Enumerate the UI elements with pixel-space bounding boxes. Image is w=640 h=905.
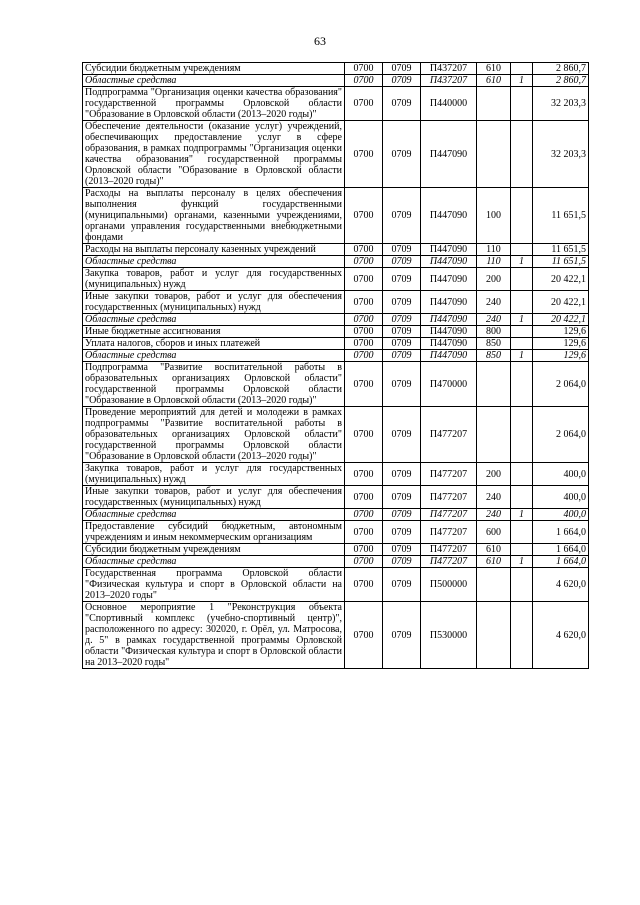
- funding-source-cell: [511, 362, 533, 407]
- expense-type-cell: 100: [477, 188, 511, 244]
- funding-source-cell: [511, 544, 533, 556]
- section-code-cell: 0700: [345, 521, 383, 544]
- target-article-cell: П477207: [421, 463, 477, 486]
- expense-name-cell: Предоставление субсидий бюджетным, автономным учреждениям и иным некоммерческим организациям: [83, 521, 345, 544]
- expense-type-cell: 850: [477, 338, 511, 350]
- section-code-cell: 0700: [345, 87, 383, 121]
- funding-source-cell: [511, 602, 533, 669]
- amount-cell: 2 860,7: [533, 63, 589, 75]
- target-article-cell: П440000: [421, 87, 477, 121]
- table-row: [83, 602, 589, 669]
- subsection-code-cell: 0709: [383, 256, 421, 268]
- target-article-cell: П447090: [421, 314, 477, 326]
- expense-name-cell: Обеспечение деятельности (оказание услуг) учреждений, обеспечивающих предоставление услуг в сфере образования, в рамках подпрограммы "Организация оценки качества образования" государственной программы Орловской области "Образование в Орловской области (2013–2020 годы)": [83, 121, 345, 188]
- subsection-code-cell: 0709: [383, 407, 421, 463]
- expense-type-cell: 110: [477, 256, 511, 268]
- amount-cell: 2 860,7: [533, 75, 589, 87]
- amount-cell: 400,0: [533, 509, 589, 521]
- funding-source-cell: 1: [511, 314, 533, 326]
- subsection-code-cell: 0709: [383, 556, 421, 568]
- funding-source-cell: [511, 463, 533, 486]
- table-row: [83, 407, 589, 463]
- table-row: [83, 244, 589, 256]
- section-code-cell: 0700: [345, 350, 383, 362]
- funding-source-cell: [511, 568, 533, 602]
- section-code-cell: 0700: [345, 486, 383, 509]
- section-code-cell: 0700: [345, 602, 383, 669]
- funding-source-cell: [511, 244, 533, 256]
- section-code-cell: 0700: [345, 291, 383, 314]
- expense-type-cell: [477, 121, 511, 188]
- funding-source-cell: [511, 121, 533, 188]
- target-article-cell: П447090: [421, 268, 477, 291]
- expense-type-cell: 600: [477, 521, 511, 544]
- expense-type-cell: 240: [477, 291, 511, 314]
- expense-name-cell: Основное мероприятие 1 "Реконструкция объекта "Спортивный комплекс (учебно-спортивный центр)", расположенного по адресу: 302020, г. Орёл, ул. Матросова, д. 5" в рамках государственной программы Орловской области "Физическая культура и спорт в Орловской области на 2013–2020 годы": [83, 602, 345, 669]
- table-row: [83, 521, 589, 544]
- target-article-cell: П447090: [421, 121, 477, 188]
- expense-name-cell: Областные средства: [83, 256, 345, 268]
- table-row: [83, 362, 589, 407]
- section-code-cell: 0700: [345, 75, 383, 87]
- expense-name-cell: Уплата налогов, сборов и иных платежей: [83, 338, 345, 350]
- subsection-code-cell: 0709: [383, 75, 421, 87]
- table-row: [83, 556, 589, 568]
- target-article-cell: П437207: [421, 75, 477, 87]
- funding-source-cell: 1: [511, 509, 533, 521]
- funding-source-cell: 1: [511, 350, 533, 362]
- expense-type-cell: 200: [477, 463, 511, 486]
- section-code-cell: 0700: [345, 544, 383, 556]
- table-row: [83, 350, 589, 362]
- table-row: [83, 544, 589, 556]
- table-row: [83, 568, 589, 602]
- table-row: [83, 509, 589, 521]
- table-row: [83, 63, 589, 75]
- expense-type-cell: [477, 568, 511, 602]
- section-code-cell: 0700: [345, 188, 383, 244]
- amount-cell: 11 651,5: [533, 256, 589, 268]
- section-code-cell: 0700: [345, 256, 383, 268]
- amount-cell: 2 064,0: [533, 407, 589, 463]
- subsection-code-cell: 0709: [383, 568, 421, 602]
- expense-name-cell: Областные средства: [83, 350, 345, 362]
- subsection-code-cell: 0709: [383, 338, 421, 350]
- expense-type-cell: 240: [477, 486, 511, 509]
- funding-source-cell: 1: [511, 556, 533, 568]
- funding-source-cell: [511, 486, 533, 509]
- section-code-cell: 0700: [345, 509, 383, 521]
- expense-type-cell: 610: [477, 63, 511, 75]
- target-article-cell: П530000: [421, 602, 477, 669]
- expense-type-cell: 610: [477, 75, 511, 87]
- expense-name-cell: Областные средства: [83, 75, 345, 87]
- expense-type-cell: [477, 602, 511, 669]
- amount-cell: 2 064,0: [533, 362, 589, 407]
- table-row: [83, 326, 589, 338]
- expense-type-cell: 240: [477, 314, 511, 326]
- target-article-cell: П447090: [421, 188, 477, 244]
- target-article-cell: П477207: [421, 521, 477, 544]
- expense-type-cell: [477, 87, 511, 121]
- expense-name-cell: Иные закупки товаров, работ и услуг для обеспечения государственных (муниципальных) нужд: [83, 486, 345, 509]
- section-code-cell: 0700: [345, 121, 383, 188]
- subsection-code-cell: 0709: [383, 544, 421, 556]
- expense-type-cell: 800: [477, 326, 511, 338]
- section-code-cell: 0700: [345, 268, 383, 291]
- expense-name-cell: Закупка товаров, работ и услуг для государственных (муниципальных) нужд: [83, 463, 345, 486]
- target-article-cell: П477207: [421, 556, 477, 568]
- subsection-code-cell: 0709: [383, 350, 421, 362]
- table-row: [83, 188, 589, 244]
- section-code-cell: 0700: [345, 326, 383, 338]
- section-code-cell: 0700: [345, 314, 383, 326]
- expense-name-cell: Областные средства: [83, 314, 345, 326]
- budget-table-body: [83, 63, 589, 669]
- funding-source-cell: [511, 63, 533, 75]
- section-code-cell: 0700: [345, 362, 383, 407]
- amount-cell: 1 664,0: [533, 521, 589, 544]
- section-code-cell: 0700: [345, 63, 383, 75]
- target-article-cell: П477207: [421, 509, 477, 521]
- subsection-code-cell: 0709: [383, 362, 421, 407]
- table-row: [83, 268, 589, 291]
- amount-cell: 1 664,0: [533, 544, 589, 556]
- expense-type-cell: 850: [477, 350, 511, 362]
- subsection-code-cell: 0709: [383, 314, 421, 326]
- amount-cell: 20 422,1: [533, 314, 589, 326]
- subsection-code-cell: 0709: [383, 63, 421, 75]
- subsection-code-cell: 0709: [383, 463, 421, 486]
- amount-cell: 129,6: [533, 338, 589, 350]
- target-article-cell: П477207: [421, 486, 477, 509]
- funding-source-cell: [511, 407, 533, 463]
- target-article-cell: П470000: [421, 362, 477, 407]
- subsection-code-cell: 0709: [383, 509, 421, 521]
- expense-name-cell: Закупка товаров, работ и услуг для государственных (муниципальных) нужд: [83, 268, 345, 291]
- target-article-cell: П447090: [421, 244, 477, 256]
- amount-cell: 4 620,0: [533, 568, 589, 602]
- amount-cell: 32 203,3: [533, 121, 589, 188]
- subsection-code-cell: 0709: [383, 486, 421, 509]
- section-code-cell: 0700: [345, 568, 383, 602]
- funding-source-cell: [511, 338, 533, 350]
- expense-type-cell: 200: [477, 268, 511, 291]
- target-article-cell: П447090: [421, 291, 477, 314]
- target-article-cell: П477207: [421, 407, 477, 463]
- table-row: [83, 256, 589, 268]
- section-code-cell: 0700: [345, 338, 383, 350]
- subsection-code-cell: 0709: [383, 268, 421, 291]
- funding-source-cell: [511, 291, 533, 314]
- expense-type-cell: [477, 362, 511, 407]
- expense-name-cell: Областные средства: [83, 556, 345, 568]
- funding-source-cell: [511, 188, 533, 244]
- expense-name-cell: Иные бюджетные ассигнования: [83, 326, 345, 338]
- section-code-cell: 0700: [345, 244, 383, 256]
- subsection-code-cell: 0709: [383, 521, 421, 544]
- section-code-cell: 0700: [345, 463, 383, 486]
- subsection-code-cell: 0709: [383, 602, 421, 669]
- amount-cell: 129,6: [533, 350, 589, 362]
- target-article-cell: П447090: [421, 350, 477, 362]
- subsection-code-cell: 0709: [383, 121, 421, 188]
- amount-cell: 32 203,3: [533, 87, 589, 121]
- subsection-code-cell: 0709: [383, 87, 421, 121]
- amount-cell: 11 651,5: [533, 244, 589, 256]
- amount-cell: 400,0: [533, 486, 589, 509]
- funding-source-cell: 1: [511, 75, 533, 87]
- expense-name-cell: Областные средства: [83, 509, 345, 521]
- table-row: [83, 291, 589, 314]
- target-article-cell: П447090: [421, 338, 477, 350]
- table-row: [83, 463, 589, 486]
- table-row: [83, 87, 589, 121]
- table-row: [83, 121, 589, 188]
- table-row: [83, 338, 589, 350]
- target-article-cell: П500000: [421, 568, 477, 602]
- funding-source-cell: [511, 521, 533, 544]
- subsection-code-cell: 0709: [383, 244, 421, 256]
- amount-cell: 1 664,0: [533, 556, 589, 568]
- expense-type-cell: 110: [477, 244, 511, 256]
- target-article-cell: П437207: [421, 63, 477, 75]
- expense-type-cell: 610: [477, 544, 511, 556]
- funding-source-cell: [511, 87, 533, 121]
- expense-name-cell: Расходы на выплаты персоналу в целях обеспечения выполнения функций государственными (муниципальными) органами, казенными учреждениями, органами управления государственными внебюджетными фондами: [83, 188, 345, 244]
- budget-table: [82, 62, 589, 669]
- amount-cell: 400,0: [533, 463, 589, 486]
- table-row: [83, 486, 589, 509]
- target-article-cell: П447090: [421, 256, 477, 268]
- expense-type-cell: 610: [477, 556, 511, 568]
- section-code-cell: 0700: [345, 407, 383, 463]
- expense-name-cell: Иные закупки товаров, работ и услуг для обеспечения государственных (муниципальных) нужд: [83, 291, 345, 314]
- funding-source-cell: 1: [511, 256, 533, 268]
- expense-type-cell: [477, 407, 511, 463]
- target-article-cell: П447090: [421, 326, 477, 338]
- expense-name-cell: Расходы на выплаты персоналу казенных учреждений: [83, 244, 345, 256]
- expense-name-cell: Субсидии бюджетным учреждениям: [83, 544, 345, 556]
- subsection-code-cell: 0709: [383, 326, 421, 338]
- amount-cell: 129,6: [533, 326, 589, 338]
- amount-cell: 11 651,5: [533, 188, 589, 244]
- section-code-cell: 0700: [345, 556, 383, 568]
- expense-type-cell: 240: [477, 509, 511, 521]
- expense-name-cell: Государственная программа Орловской области "Физическая культура и спорт в Орловской области на 2013–2020 годы": [83, 568, 345, 602]
- expense-name-cell: Подпрограмма "Организация оценки качества образования" государственной программы Орловской области "Образование в Орловской области (2013–2020 годы)": [83, 87, 345, 121]
- table-row: [83, 314, 589, 326]
- amount-cell: 20 422,1: [533, 268, 589, 291]
- expense-name-cell: Подпрограмма "Развитие воспитательной работы в образовательных организациях Орловской области" государственной программы Орловской области "Образование в Орловской области (2013–2020 годы)": [83, 362, 345, 407]
- expense-name-cell: Проведение мероприятий для детей и молодежи в рамках подпрограммы "Развитие воспитательной работы в образовательных организациях Орловской области" государственной программы Орловской области "Образование в Орловской области (2013–2020 годы)": [83, 407, 345, 463]
- subsection-code-cell: 0709: [383, 291, 421, 314]
- target-article-cell: П477207: [421, 544, 477, 556]
- expense-name-cell: Субсидии бюджетным учреждениям: [83, 63, 345, 75]
- amount-cell: 20 422,1: [533, 291, 589, 314]
- funding-source-cell: [511, 326, 533, 338]
- subsection-code-cell: 0709: [383, 188, 421, 244]
- page-number: 63: [314, 34, 326, 48]
- amount-cell: 4 620,0: [533, 602, 589, 669]
- table-row: [83, 75, 589, 87]
- funding-source-cell: [511, 268, 533, 291]
